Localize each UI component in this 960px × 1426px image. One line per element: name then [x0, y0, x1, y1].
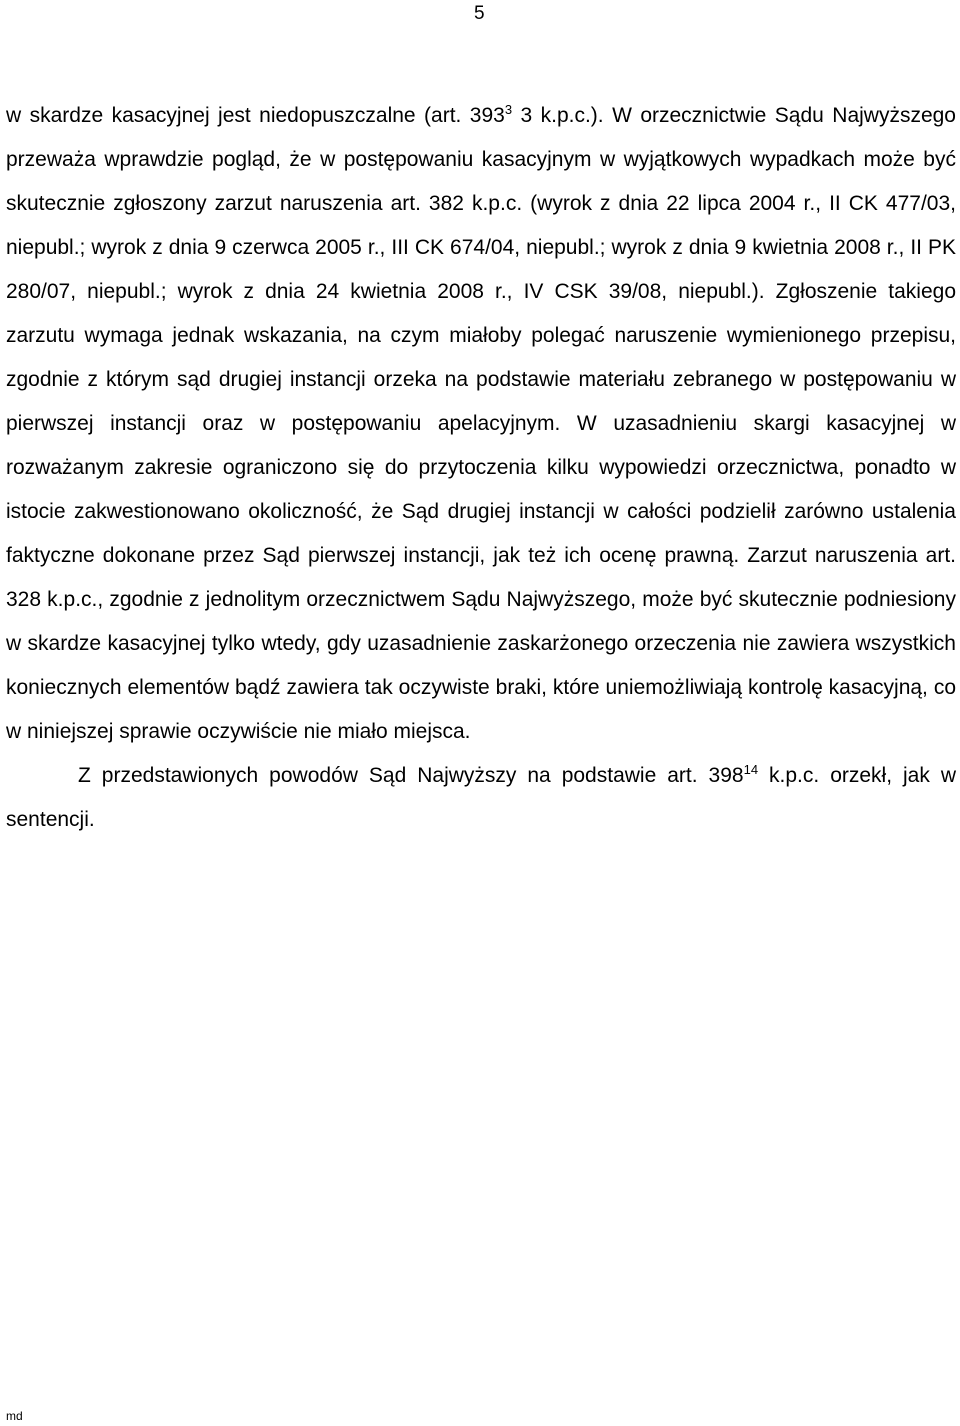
document-body — [6, 94, 956, 842]
paragraph-1-superscript: 3 — [504, 102, 513, 117]
paragraph-2-text-b: k.p.c. orzekł, jak w sentencji. — [6, 764, 956, 831]
paragraph-2 — [6, 754, 956, 842]
paragraph-2-text-a: Z przedstawionych powodów Sąd Najwyższy na podstawie art. 398 — [78, 764, 744, 787]
paragraph-1-text-a: w skardze kasacyjnej jest niedopuszczalne (art. 393 — [6, 104, 505, 127]
paragraph-1 — [6, 94, 956, 754]
footer-initials: md — [6, 1409, 23, 1423]
page-number: 5 — [474, 3, 485, 24]
paragraph-2-superscript: 14 — [743, 762, 759, 777]
paragraph-1-text-b: 3 k.p.c.). W orzecznictwie Sądu Najwyższego przeważa wprawdzie pogląd, że w postępowaniu kasacyjnym w wyjątkowych wypadkach może być skutecznie zgłoszony zarzut naruszenia art. 382 k.p.c. (wyrok z dnia 22 lipca 2004 r., II CK 477/03, niepubl.; wyrok z dnia 9 czerwca 2005 r., III CK 674/04, niepubl.; wyrok z dnia 9 kwietnia 2008 r., II PK 280/07, niepubl.; wyrok z dnia 24 kwietnia 2008 r., IV CSK 39/08, niepubl.). Zgłoszenie takiego zarzutu wymaga jednak wskazania, na czym miałoby polegać naruszenie wymienionego przepisu, zgodnie z którym sąd drugiej instancji orzeka na podstawie materiału zebranego w postępowaniu w pierwszej instancji oraz w postępowaniu apelacyjnym. W uzasadnieniu skargi kasacyjnej w rozważanym zakresie ograniczono się do przytoczenia kilku wypowiedzi orzecznictwa, ponadto w istocie zakwestionowano okoliczność, że Sąd drugiej instancji w całości podzielił zarówno ustalenia faktyczne dokonane przez Sąd pierwszej instancji, jak też ich ocenę prawną. Zarzut naruszenia art. 328 k.p.c., zgodnie z jednolitym orzecznictwem Sądu Najwyższego, może być skutecznie podniesiony w skardze kasacyjnej tylko wtedy, gdy uzasadnienie zaskarżonego orzeczenia nie zawiera wszystkich koniecznych elementów bądź zawiera tak oczywiste braki, które uniemożliwiają kontrolę kasacyjną, co w niniejszej sprawie oczywiście nie miało miejsca. — [6, 104, 956, 743]
